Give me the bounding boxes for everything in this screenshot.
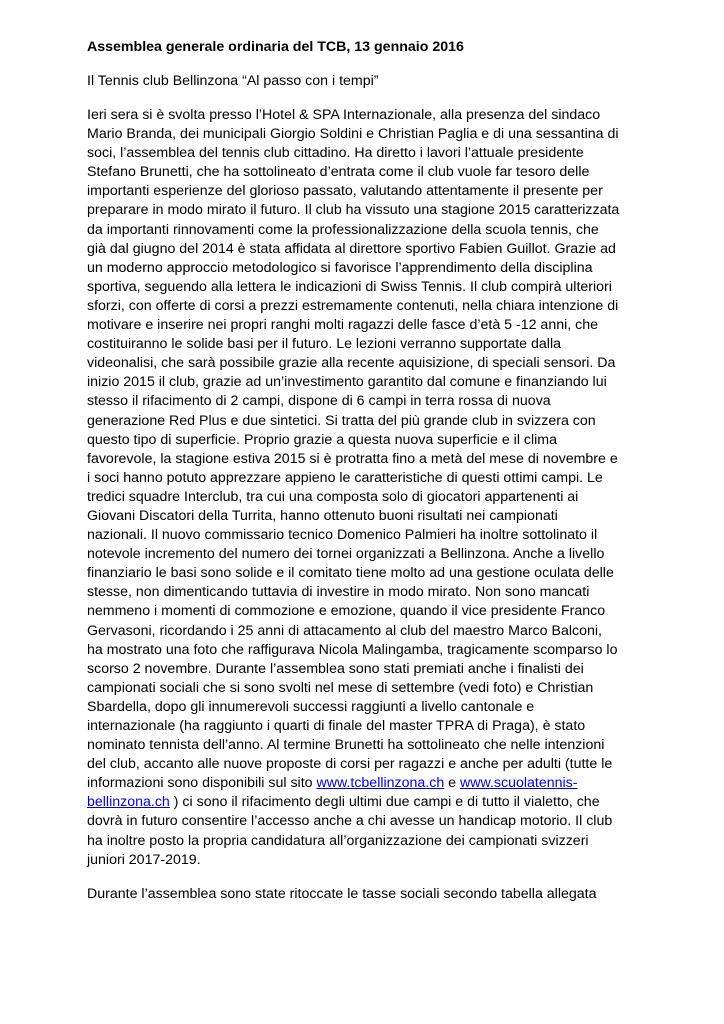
body-line: nominato tennista dell’anno. Al termine Brunetti ha sottolineato che nelle intenzioni — [87, 737, 605, 754]
document-page — [87, 38, 667, 904]
body-line: juniori 2017-2019. — [87, 851, 201, 868]
closing-paragraph: Durante l’assemblea sono state ritoccate le tasse sociali secondo tabella allegata — [87, 885, 597, 902]
body-line: costituiranno le solide basi per il futuro. Le lezioni verranno supportate dalla — [87, 336, 561, 353]
body-line: generazione Red Plus e due sintetici. Si tratta del più grande club in svizzera con — [87, 412, 596, 429]
body-line: del club, accanto alle nuove proposte di corsi per ragazzi e anche per adulti (tutte le — [87, 756, 613, 773]
body-line: favorevole, la stagione estiva 2015 si è protratta fino a metà del mese di novembre e — [87, 450, 618, 467]
body-line: nemmeno i momenti di commozione e emozione, quando il vice presidente Franco — [87, 603, 606, 620]
body-text-fragment: informazioni sono disponibili sul sito — [87, 775, 317, 792]
body-line: stesso il rifacimento di 2 campi, dispone di 6 campi in terra rossa di nuova — [87, 393, 551, 410]
body-line-with-links — [87, 774, 667, 793]
body-line: nazionali. Il nuovo commissario tecnico Domenico Palmieri ha inoltre sottolinato il — [87, 527, 598, 544]
tcbellinzona-link[interactable]: www.tcbellinzona.ch — [316, 775, 445, 792]
body-line: stesse, non dimenticando tuttavia di investire in modo mirato. Non sono mancati — [87, 584, 590, 601]
body-line: videonalisi, che sarà possibile grazie alla recente aquisizione, di speciali sensori. Da — [87, 355, 616, 372]
body-line: campionati sociali che si sono svolti nel mese di settembre (vedi foto) e Christian — [87, 679, 594, 696]
document-title: Assemblea generale ordinaria del TCB, 13 gennaio 2016 — [87, 39, 464, 55]
body-line: dovrà in futuro consentire l’accesso anche a chi avesse un handicap motorio. Il club — [87, 813, 613, 830]
document-subtitle: Il Tennis club Bellinzona “Al passo con i tempi” — [87, 73, 379, 89]
body-line: motivare e inserire nei propri ranghi molti ragazzi delle fasce d’età 5 -12 anni, che — [87, 317, 599, 334]
body-line-with-links — [87, 793, 667, 812]
body-line: sforzi, con offerte di corsi a prezzi estremamente contenuti, nella chiara intenzione di — [87, 297, 619, 314]
body-line: scorso 2 novembre. Durante l’assemblea sono stati premiati anche i finalisti dei — [87, 660, 584, 677]
article-body — [87, 106, 667, 870]
body-line: sportiva, seguendo alla lettera le indicazioni di Swiss Tennis. Il club compirà ulteriori — [87, 278, 612, 295]
body-line: un moderno approccio metodologico si favorisce l’apprendimento della disciplina — [87, 259, 593, 276]
body-line: da importanti rinnovamenti come la professionalizzazione della scuola tennis, che — [87, 221, 599, 238]
body-line: Ieri sera si è svolta presso l’Hotel & SPA Internazionale, alla presenza del sindaco — [87, 107, 601, 123]
body-line: soci, l’assemblea del tennis club cittadino. Ha diretto i lavori l’attuale presidente — [87, 145, 584, 162]
body-text-fragment: e — [444, 775, 461, 792]
body-text-fragment: ) ci sono il rifacimento degli ultimi due campi e di tutto il vialetto, che — [169, 794, 600, 811]
body-line: i soci hanno potuto apprezzare appieno le caratteristiche di questi ottimi campi. Le — [87, 469, 603, 486]
body-line: inizio 2015 il club, grazie ad un’investimento garantito dal comune e finanziando lui — [87, 374, 607, 391]
body-line: tredici squadre Interclub, tra cui una composta solo di giocatori appartenenti ai — [87, 488, 579, 505]
body-line: notevole incremento del numero dei tornei organizzati a Bellinzona. Anche a livello — [87, 546, 605, 563]
scuolatennis-link-part2[interactable]: bellinzona.ch — [87, 794, 170, 811]
body-line: già dal giugno del 2014 è stata affidata al direttore sportivo Fabien Guillot. Grazie ad — [87, 240, 616, 257]
body-line: Mario Branda, dei municipali Giorgio Soldini e Christian Paglia e di una sessantina di — [87, 126, 619, 143]
body-line: questo tipo di superficie. Proprio grazie a questa nuova superficie e il clima — [87, 431, 558, 448]
body-line: Gervasoni, ricordando i 25 anni di attacamento al club del maestro Marco Balconi, — [87, 622, 602, 639]
scuolatennis-link-part1[interactable]: www.scuolatennis- — [460, 775, 578, 792]
body-line: preparare in modo mirato il futuro. Il club ha vissuto una stagione 2015 caratterizzata — [87, 202, 620, 219]
body-line: ha mostrato una foto che raffigurava Nicola Malingamba, tragicamente scomparso lo — [87, 641, 618, 658]
body-line: internazionale (ha raggiunto i quarti di finale del master TPRA di Praga), è stato — [87, 718, 586, 734]
body-line: Sbardella, dopo gli innumerevoli successi raggiunti a livello cantonale e — [87, 698, 535, 715]
body-line: Giovani Discatori della Turrita, hanno ottenuto buoni risultati nei campionati — [87, 507, 558, 524]
body-line: finanziario le basi sono solide e il comitato tiene molto ad una gestione oculata delle — [87, 565, 614, 582]
body-line: importanti esperienze del glorioso passato, valutando attentamente il presente per — [87, 183, 603, 200]
body-line: Stefano Brunetti, che ha sottolineato d’entrata come il club vuole far tesoro delle — [87, 164, 590, 181]
body-line: ha inoltre posto la propria candidatura all’organizzazione dei campionati svizzeri — [87, 832, 589, 849]
